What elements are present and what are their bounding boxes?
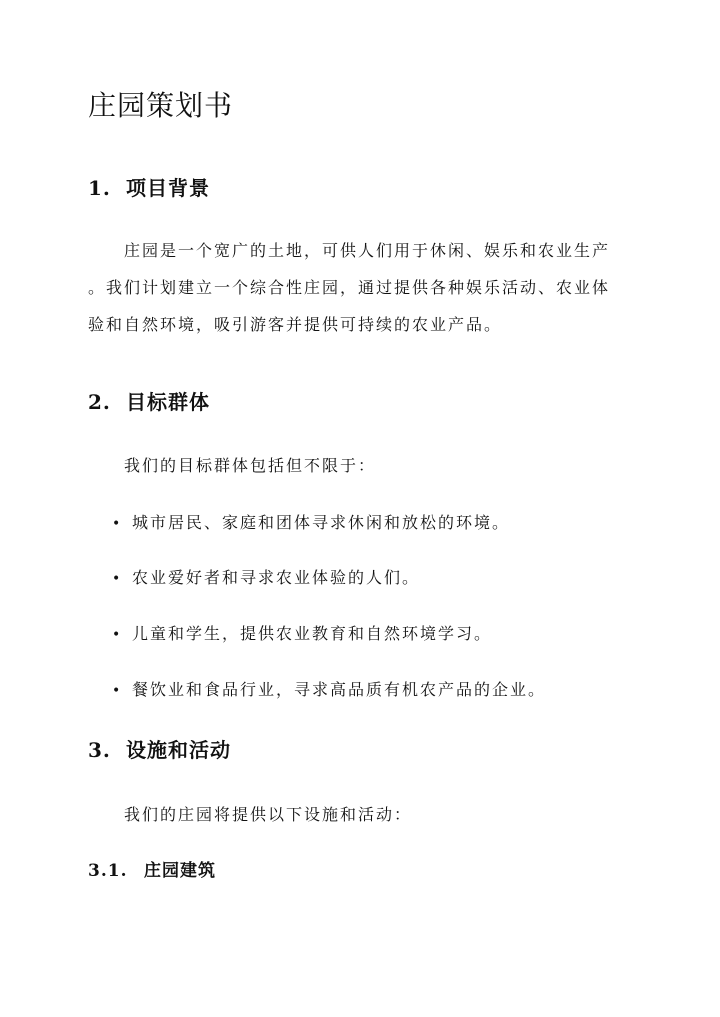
section-title: 目标群体 bbox=[126, 390, 210, 414]
section-heading-facilities-activities bbox=[88, 736, 231, 764]
section-number: 3. bbox=[88, 738, 111, 762]
subsection-title: 庄园建筑 bbox=[144, 861, 216, 881]
target-group-intro: 我们的目标群体包括但不限于： bbox=[124, 456, 377, 475]
list-item bbox=[112, 622, 492, 647]
list-item bbox=[112, 566, 420, 591]
bullet-icon: • bbox=[112, 516, 123, 532]
paragraph-line: 庄园是一个宽广的土地，可供人们用于休闲、娱乐和农业生产 bbox=[124, 241, 611, 260]
bullet-icon: • bbox=[112, 627, 123, 643]
list-item bbox=[112, 511, 510, 536]
project-background-paragraph bbox=[88, 232, 636, 343]
paragraph-line: 。我们计划建立一个综合性庄园，通过提供各种娱乐活动、农业体 bbox=[88, 278, 611, 297]
section-heading-project-background bbox=[88, 174, 210, 202]
section-heading-target-group bbox=[88, 388, 210, 416]
list-item-text: 餐饮业和食品行业，寻求高品质有机农产品的企业。 bbox=[132, 680, 547, 699]
section-title: 设施和活动 bbox=[126, 738, 231, 762]
bullet-icon: • bbox=[112, 571, 123, 587]
subsection-number: 3.1. bbox=[88, 861, 128, 881]
bullet-icon: • bbox=[112, 683, 123, 699]
section-number: 1. bbox=[88, 176, 111, 200]
paragraph-line: 验和自然环境，吸引游客并提供可持续的农业产品。 bbox=[88, 315, 503, 334]
document-title: 庄园策划书 bbox=[88, 89, 234, 122]
facilities-intro: 我们的庄园将提供以下设施和活动： bbox=[124, 805, 413, 824]
list-item-text: 儿童和学生，提供农业教育和自然环境学习。 bbox=[132, 624, 493, 643]
list-item bbox=[112, 678, 546, 703]
list-item-text: 农业爱好者和寻求农业体验的人们。 bbox=[132, 568, 421, 587]
list-item-text: 城市居民、家庭和团体寻求休闲和放松的环境。 bbox=[132, 513, 511, 532]
subsection-heading-manor-buildings bbox=[88, 859, 216, 883]
section-title: 项目背景 bbox=[126, 176, 210, 200]
section-number: 2. bbox=[88, 390, 111, 414]
